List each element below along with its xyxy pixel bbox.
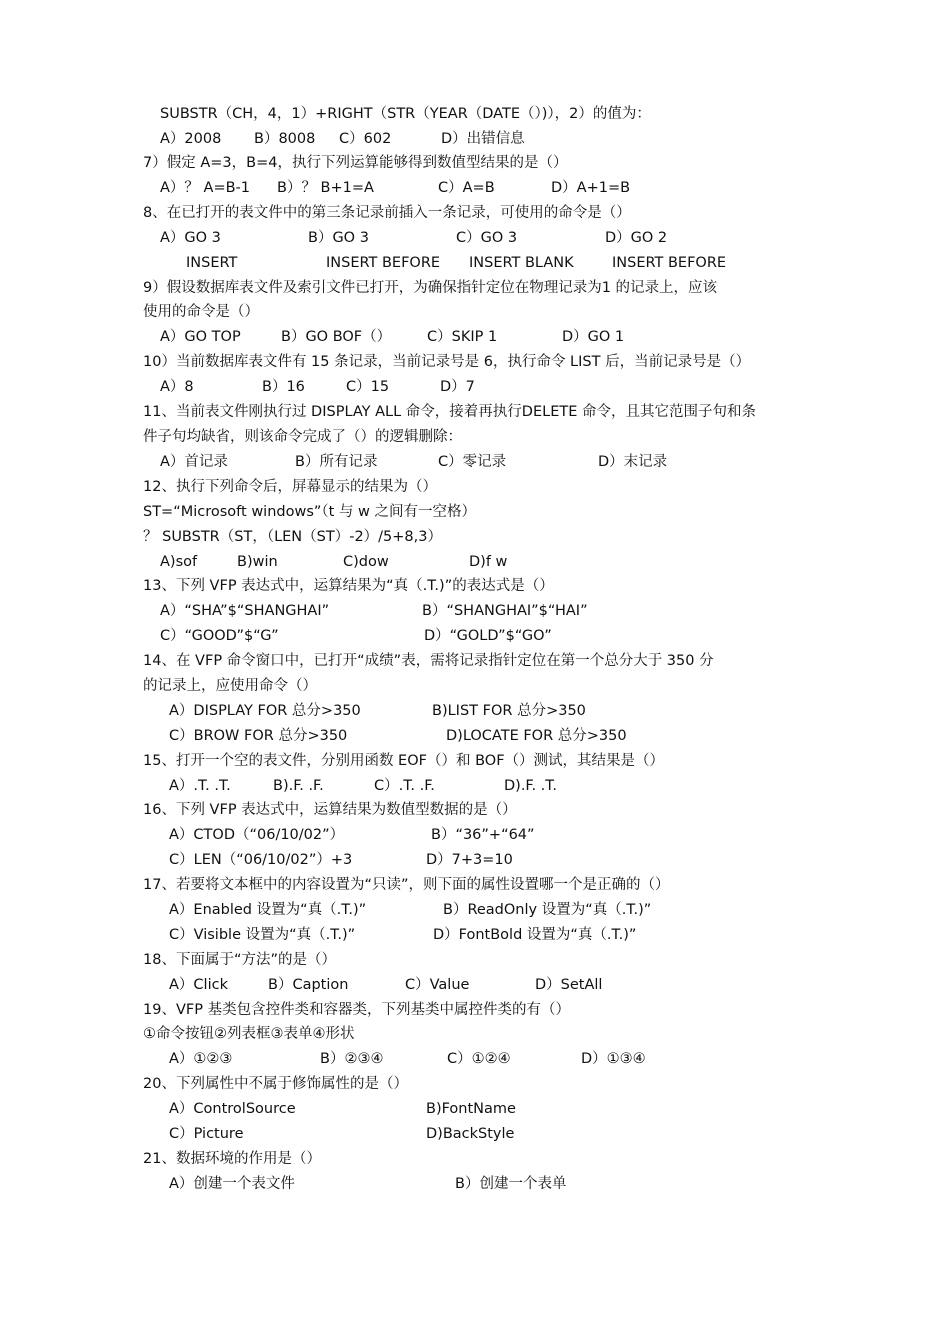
text-line: B）GO BOF（） xyxy=(281,329,392,345)
text-line: ①命令按钮②列表框③表单④形状 xyxy=(143,1026,355,1042)
text-line: 7）假定 A=3，B=4，执行下列运算能够得到数值型结果的是（） xyxy=(143,155,568,171)
text-line: B）？ B+1=A xyxy=(277,180,374,196)
text-line: C）SKIP 1 xyxy=(427,329,498,345)
text-line: C）BROW FOR 总分>350 xyxy=(169,728,348,744)
text-line: 15、打开一个空的表文件，分别用函数 EOF（）和 BOF（）测试，其结果是（） xyxy=(143,753,665,769)
text-line: D）SetAll xyxy=(535,977,603,993)
text-line: B）16 xyxy=(262,379,305,395)
text-line: D)BackStyle xyxy=(426,1126,515,1142)
text-line: A）DISPLAY FOR 总分>350 xyxy=(169,703,361,719)
text-line: B）8008 xyxy=(254,131,316,147)
text-line: C)dow xyxy=(343,554,389,570)
text-line: D）①③④ xyxy=(581,1051,646,1067)
text-line: B）创建一个表单 xyxy=(455,1176,567,1192)
text-line: D)LOCATE FOR 总分>350 xyxy=(446,728,627,744)
text-line: A）Click xyxy=(169,977,228,993)
text-line: B）Caption xyxy=(268,977,349,993)
text-line: A）ControlSource xyxy=(169,1101,296,1117)
text-line: A）GO TOP xyxy=(160,329,241,345)
text-line: D）7+3=10 xyxy=(426,852,513,868)
text-line: C）.T. .F. xyxy=(374,778,435,794)
text-line: 8、在已打开的表文件中的第三条记录前插入一条记录，可使用的命令是（） xyxy=(143,205,631,221)
text-line: A）2008 xyxy=(160,131,222,147)
text-line: A）.T. .T. xyxy=(169,778,231,794)
text-line: A）GO 3 xyxy=(160,230,221,246)
text-line: D）“GOLD”$“GO” xyxy=(424,628,552,644)
text-line: B）所有记录 xyxy=(295,454,378,470)
text-line: 使用的命令是（） xyxy=(143,304,259,320)
text-line: A）创建一个表文件 xyxy=(169,1176,295,1192)
text-line: 14、在 VFP 命令窗口中，已打开“成绩”表，需将记录指针定位在第一个总分大于 350 分 xyxy=(143,653,714,669)
text-line: D）出错信息 xyxy=(441,131,525,147)
text-line: B)LIST FOR 总分>350 xyxy=(432,703,586,719)
text-line: C）602 xyxy=(339,131,392,147)
text-line: B）“36”+“64” xyxy=(431,827,535,843)
text-line: D）7 xyxy=(440,379,475,395)
text-line: 16、下列 VFP 表达式中，运算结果为数值型数据的是（） xyxy=(143,802,517,818)
text-line: A）Enabled 设置为“真（.T.)” xyxy=(169,902,367,918)
text-line: A）“SHA”$“SHANGHAI” xyxy=(160,603,330,619)
text-line: 9）假设数据库表文件及索引文件已打开，为确保指针定位在物理记录为1 的记录上，应该 xyxy=(143,280,718,296)
text-line: C）零记录 xyxy=(438,454,507,470)
text-line: A）①②③ xyxy=(169,1051,233,1067)
text-line: B)FontName xyxy=(426,1101,516,1117)
text-line: B）②③④ xyxy=(320,1051,384,1067)
text-line: 11、当前表文件刚执行过 DISPLAY ALL 命令，接着再执行DELETE 命令，且其它范围子句和条 xyxy=(143,404,756,420)
text-line: D）GO 2 xyxy=(605,230,668,246)
text-line: INSERT BEFORE xyxy=(612,255,727,271)
text-line: B).F. .F. xyxy=(273,778,324,794)
text-line: 13、下列 VFP 表达式中，运算结果为“真（.T.)”的表达式是（） xyxy=(143,578,554,594)
text-line: A）首记录 xyxy=(160,454,228,470)
text-line: 21、数据环境的作用是（） xyxy=(143,1151,321,1167)
text-line: A）CTOD（“06/10/02”） xyxy=(169,827,345,843)
text-line: D）末记录 xyxy=(598,454,668,470)
text-line: SUBSTR（CH，4，1）+RIGHT（STR（YEAR（DATE（）)），2）的值为： xyxy=(160,106,651,122)
text-line: C）A=B xyxy=(438,180,495,196)
text-line: D）A+1=B xyxy=(551,180,631,196)
text-line: INSERT BEFORE xyxy=(326,255,441,271)
text-line: INSERT xyxy=(186,255,238,271)
text-line: A）？ A=B-1 xyxy=(160,180,251,196)
text-line: D）GO 1 xyxy=(562,329,625,345)
text-line: 12、执行下列命令后，屏幕显示的结果为（） xyxy=(143,479,437,495)
text-line: 20、下列属性中不属于修饰属性的是（） xyxy=(143,1076,408,1092)
text-line: C）Value xyxy=(405,977,470,993)
text-line: 18、下面属于“方法”的是（） xyxy=(143,952,336,968)
text-line: D)f w xyxy=(469,554,508,570)
text-line: ？ SUBSTR（ST，（LEN（ST）-2）/5+8,3） xyxy=(143,529,442,545)
text-line: B）ReadOnly 设置为“真（.T.)” xyxy=(443,902,652,918)
text-line: B）“SHANGHAI”$“HAI” xyxy=(422,603,588,619)
text-line: 19、VFP 基类包含控件类和容器类，下列基类中属控件类的有（） xyxy=(143,1002,571,1018)
text-line: C）15 xyxy=(346,379,390,395)
text-line: C）①②④ xyxy=(447,1051,511,1067)
text-line: D).F. .T. xyxy=(504,778,558,794)
text-line: A)sof xyxy=(160,554,198,570)
text-line: C）Picture xyxy=(169,1126,244,1142)
text-line: B）GO 3 xyxy=(308,230,369,246)
text-line: C）“GOOD”$“G” xyxy=(160,628,279,644)
text-line: C）Visible 设置为“真（.T.)” xyxy=(169,927,356,943)
text-line: 10）当前数据库表文件有 15 条记录，当前记录号是 6，执行命令 LIST 后，当前记录号是（） xyxy=(143,354,751,370)
text-line: A）8 xyxy=(160,379,194,395)
text-line: 件子句均缺省，则该命令完成了（）的逻辑删除： xyxy=(143,429,462,445)
text-line: D）FontBold 设置为“真（.T.)” xyxy=(433,927,637,943)
text-line: ST=“Microsoft windows”（t 与 w 之间有一空格） xyxy=(143,504,477,520)
text-line: 17、若要将文本框中的内容设置为“只读”，则下面的属性设置哪一个是正确的（） xyxy=(143,877,670,893)
text-line: C）LEN（“06/10/02”）+3 xyxy=(169,852,353,868)
text-line: INSERT BLANK xyxy=(469,255,574,271)
text-line: 的记录上，应使用命令（） xyxy=(143,678,317,694)
text-line: C）GO 3 xyxy=(456,230,518,246)
text-line: B)win xyxy=(237,554,278,570)
